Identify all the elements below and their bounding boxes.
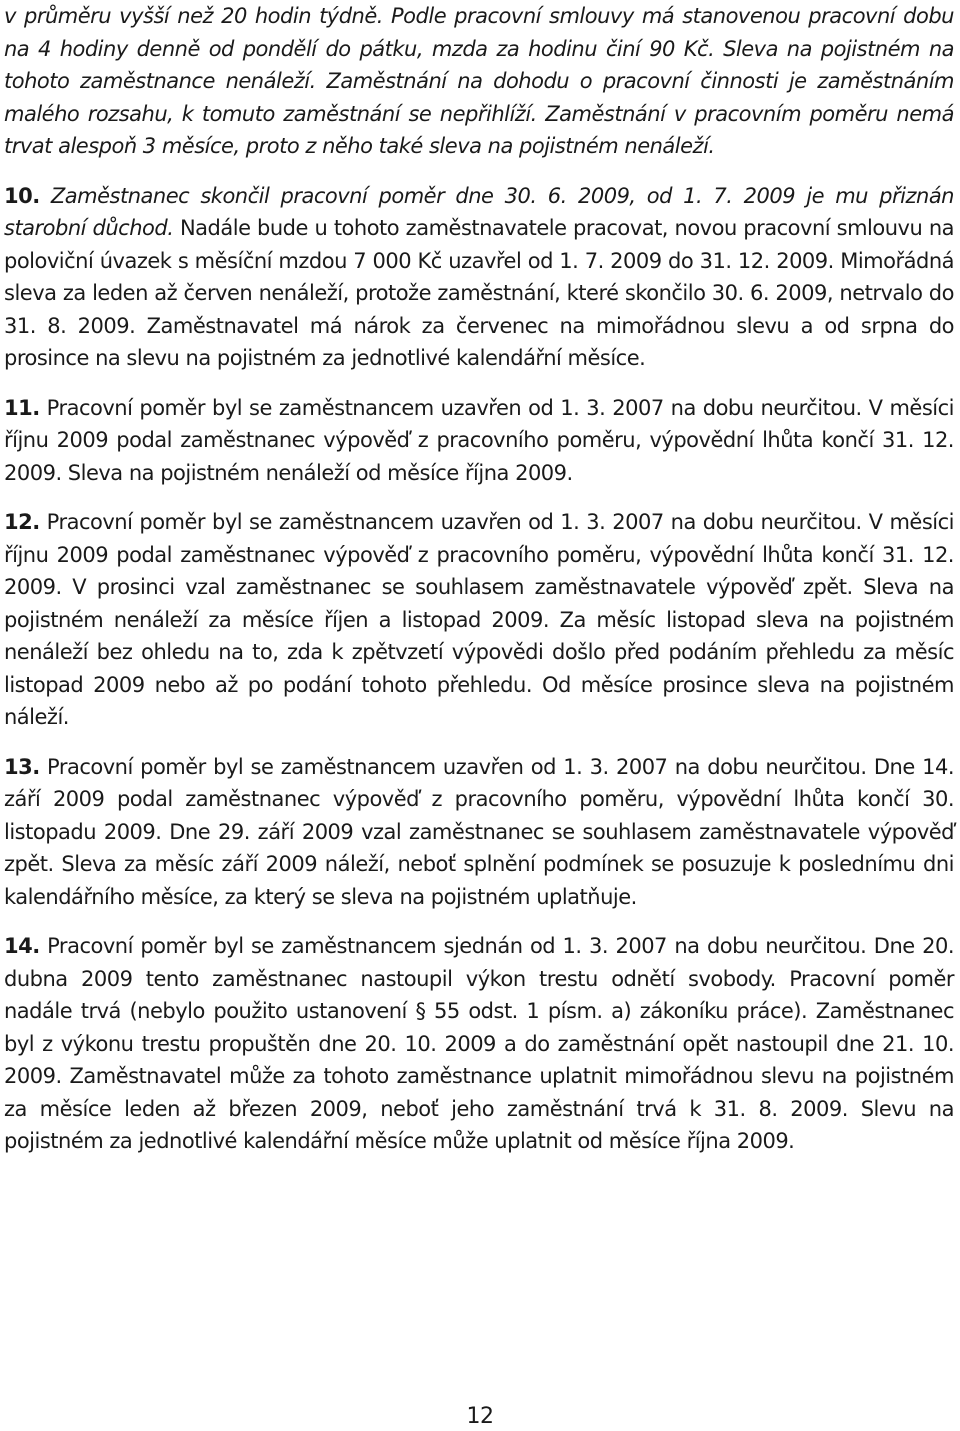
paragraph-text: Pracovní poměr byl se zaměstnancem sjednán od 1. 3. 2007 na dobu neurčitou. Dne 20. dubna 2009 tento zaměstnanec nastoupil výkon trestu odnětí svobody. Pracovní poměr nadále trvá (nebylo použito ustanovení § 55 odst. 1 písm. a) zákoníku práce). Zaměstnanec byl z výkonu trestu propuštěn dne 20. 10. 2009 a do zaměstnání opět nastoupil dne 21. 10. 2009. Zaměstnavatel může za tohoto zaměstnance uplatnit mimořádnou slevu na pojistném za měsíce leden až březen 2009, neboť jeho zaměstnání trvá k 31. 8. 2009. Slevu na pojistném za jednotlivé kalendářní měsíce může uplatnit od měsíce října 2009. <box>4 934 954 1153</box>
page-number: 12 <box>466 1404 494 1429</box>
paragraph-number: 10. <box>4 183 40 208</box>
paragraph-text: v průměru vyšší než 20 hodin týdně. Podle pracovní smlouvy má stanovenou pracovní dobu na 4 hodiny denně od pondělí do pátku, mzda za hodinu činí 90 Kč. Sleva na pojistném na tohoto zaměstnance nenáleží. Zaměstnání na dohodu o pracovní činnosti je zaměstnáním malého rozsahu, k tomuto zaměstnání se nepřihlíží. Zaměstnání v pracovním poměru nemá trvat alespoň 3 měsíce, proto z něho také sleva na pojistném nenáleží. <box>4 4 954 158</box>
paragraph-14 <box>4 930 954 1158</box>
paragraph-text: Pracovní poměr byl se zaměstnancem uzavřen od 1. 3. 2007 na dobu neurčitou. V měsíci říjnu 2009 podal zaměstnanec výpověď z pracovního poměru, výpovědní lhůta končí 31. 12. 2009. V prosinci vzal zaměstnanec se souhlasem zaměstnavatele výpověď zpět. Sleva na pojistném nenáleží za měsíce říjen a listopad 2009. Za měsíc listopad sleva na pojistném nenáleží bez ohledu na to, zda k zpětvzetí výpovědi došlo před podáním přehledu za měsíc listopad 2009 nebo až po podání tohoto přehledu. Od měsíce prosince sleva na pojistném náleží. <box>4 510 954 729</box>
paragraph-number: 12. <box>4 510 40 534</box>
paragraph-text: Pracovní poměr byl se zaměstnancem uzavřen od 1. 3. 2007 na dobu neurčitou. V měsíci říjnu 2009 podal zaměstnanec výpověď z pracovního poměru, výpovědní lhůta končí 31. 12. 2009. Sleva na pojistném nenáleží od měsíce října 2009. <box>4 395 954 485</box>
paragraph-number: 14. <box>4 934 40 958</box>
paragraph-11 <box>4 392 954 490</box>
paragraph-12 <box>4 506 954 734</box>
paragraph-text: Pracovní poměr byl se zaměstnancem uzavřen od 1. 3. 2007 na dobu neurčitou. Dne 14. září 2009 podal zaměstnanec výpověď z pracovního poměru, výpovědní lhůta končí 30. listopadu 2009. Dne 29. září 2009 vzal zaměstnanec se souhlasem zaměstnavatele výpověď zpět. Sleva za měsíc září 2009 náleží, neboť splnění podmínek se posuzuje k poslednímu dni kalendářního měsíce, za který se sleva na pojistném uplatňuje. <box>4 754 954 909</box>
paragraph-10 <box>4 180 954 375</box>
paragraph-text-italic: Zaměstnanec skončil pracovní poměr dne 30. 6. 2009, od 1. 7. 2009 je mu přiznán starobní důchod. <box>4 183 954 240</box>
paragraph-text: Nadále bude u tohoto zaměstnavatele pracovat, novou pracovní smlouvu na poloviční úvazek s měsíční mzdou 7 000 Kč uzavřel od 1. 7. 2009 do 31. 12. 2009. Mimořádná sleva za leden až červen nenáleží, protože zaměstnání, které skončilo 30. 6. 2009, netrvalo do 31. 8. 2009. Zaměstnavatel má nárok za červenec na mimořádnou slevu a od srpna do prosince na slevu na pojistném za jednotlivé kalendářní měsíce. <box>4 216 954 370</box>
paragraph-number: 13. <box>4 754 40 779</box>
paragraph-continuation <box>4 0 954 163</box>
paragraph-number: 11. <box>4 395 40 420</box>
paragraph-13 <box>4 751 954 914</box>
